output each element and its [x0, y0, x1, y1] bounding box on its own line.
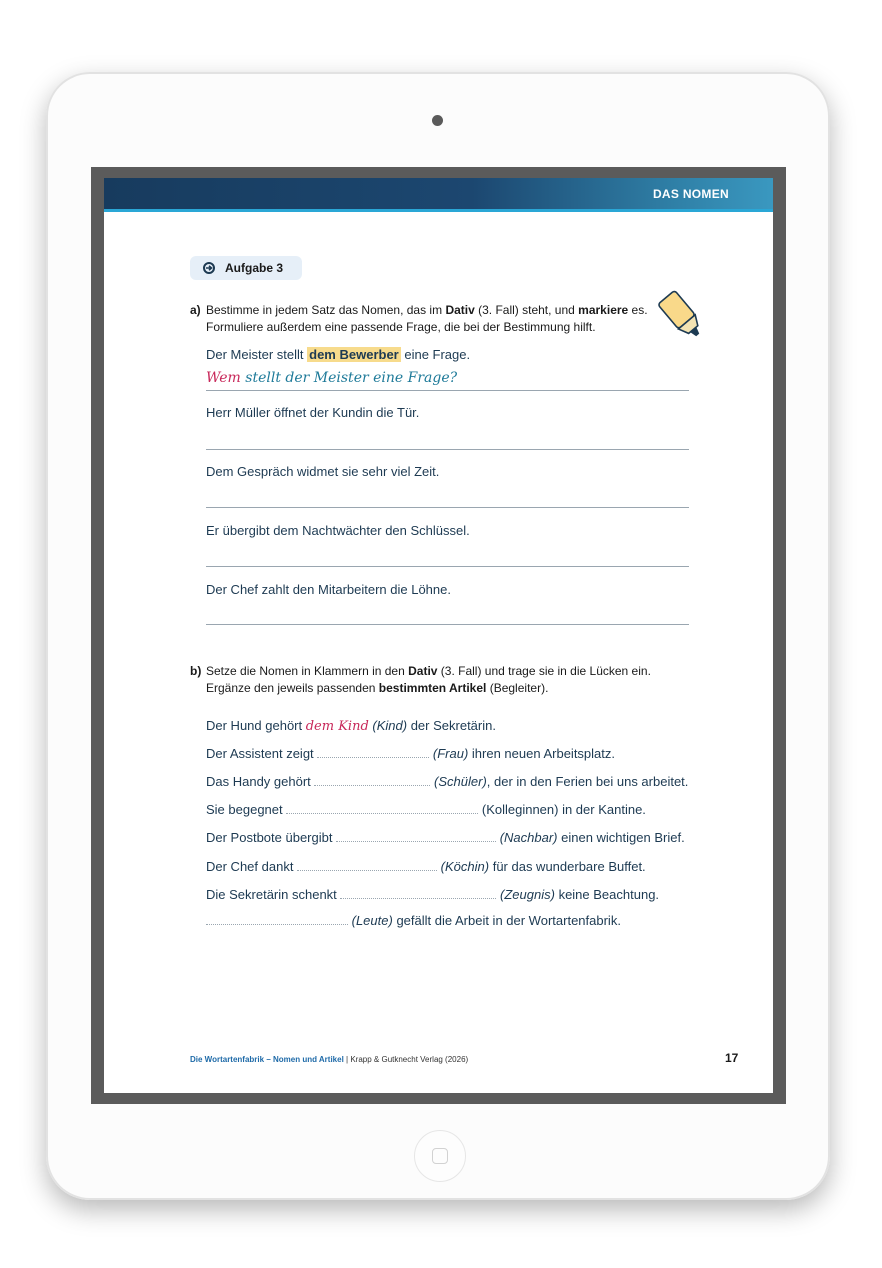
task-label: Aufgabe 3: [225, 261, 284, 275]
fill-blank[interactable]: [314, 774, 430, 786]
example-sentence-a: Der Meister stellt dem Bewerber eine Frage.: [206, 347, 471, 362]
header-title: DAS NOMEN: [652, 187, 729, 201]
answer-line: [206, 390, 689, 391]
highlighter-icon: [652, 286, 710, 344]
part-a-letter: a): [190, 303, 201, 317]
fill-blank[interactable]: [340, 887, 496, 899]
answer-line[interactable]: [206, 449, 689, 450]
fill-blank[interactable]: [317, 746, 429, 758]
fill-item-7: (Leute) gefällt die Arbeit in der Wortartenfabrik.: [206, 913, 621, 928]
fill-blank[interactable]: [206, 913, 348, 925]
page-number: 17: [725, 1051, 739, 1065]
part-a-instruction-1: Bestimme in jedem Satz das Nomen, das im Dativ (3. Fall) steht, und markiere es.: [206, 303, 648, 317]
part-b-instruction-1: Setze die Nomen in Klammern in den Dativ (3. Fall) und trage sie in die Lücken ein.: [206, 664, 651, 678]
answer-line[interactable]: [206, 507, 689, 508]
worksheet-page: [104, 178, 773, 1093]
sentence-3: Er übergibt dem Nachtwächter den Schlüssel.: [206, 523, 470, 538]
fill-item-6: Die Sekretärin schenkt (Zeugnis) keine Beachtung.: [206, 887, 660, 902]
home-button[interactable]: [414, 1130, 466, 1182]
part-b-letter: b): [190, 664, 202, 678]
fill-blank[interactable]: [286, 802, 478, 814]
home-square-icon: [432, 1148, 448, 1164]
fill-item-5: Der Chef dankt (Köchin) für das wunderbare Buffet.: [206, 859, 646, 874]
fill-item-2: Das Handy gehört (Schüler), der in den Ferien bei uns arbeitet.: [206, 774, 689, 789]
part-b-instruction-2: Ergänze den jeweils passenden bestimmten Artikel (Begleiter).: [206, 681, 549, 695]
camera-icon: [432, 115, 443, 126]
fill-item-1: Der Assistent zeigt (Frau) ihren neuen Arbeitsplatz.: [206, 746, 616, 761]
example-answer-a: Wem stellt der Meister eine Frage?: [206, 370, 458, 386]
sentence-4: Der Chef zahlt den Mitarbeitern die Löhne.: [206, 582, 451, 597]
sentence-1: Herr Müller öffnet der Kundin die Tür.: [206, 405, 420, 420]
part-a-instruction-2: Formuliere außerdem eine passende Frage, die bei der Bestimmung hilft.: [206, 320, 596, 334]
example-answer-b: dem Kind: [305, 719, 369, 734]
header-banner: [104, 178, 773, 212]
task-badge: [190, 256, 302, 280]
fill-blank[interactable]: [336, 830, 496, 842]
fill-blank[interactable]: [297, 859, 437, 871]
footer: Die Wortartenfabrik – Nomen und Artikel | Krapp & Gutknecht Verlag (2026): [190, 1055, 469, 1064]
answer-line[interactable]: [206, 624, 689, 625]
arrow-circle-icon: [203, 262, 215, 274]
fill-item-4: Der Postbote übergibt (Nachbar) einen wichtigen Brief.: [206, 830, 685, 845]
answer-line[interactable]: [206, 566, 689, 567]
dativ-highlight: dem Bewerber: [309, 347, 399, 362]
sentence-2: Dem Gespräch widmet sie sehr viel Zeit.: [206, 464, 440, 479]
fill-item-3: Sie begegnet (Kolleginnen) in der Kantine.: [206, 802, 646, 817]
example-sentence-b: Der Hund gehört dem Kind (Kind) der Sekretärin.: [206, 718, 496, 734]
